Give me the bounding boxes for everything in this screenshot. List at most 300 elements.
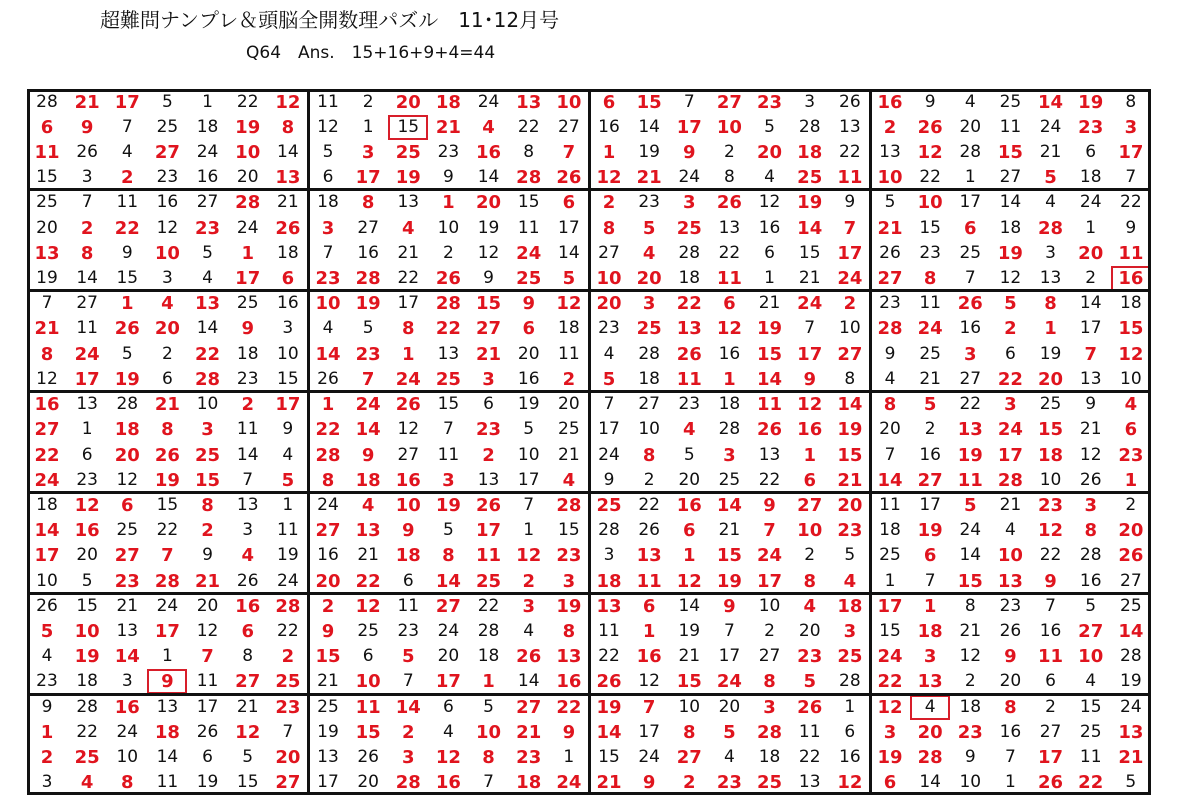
grid-cell: 22: [76, 721, 98, 742]
grid-cell: 11: [798, 721, 821, 742]
grid-cell: 28: [1120, 646, 1142, 667]
grid-cell: 12: [797, 394, 823, 416]
grid-cell: 26: [476, 494, 502, 516]
grid-cell: 11: [558, 343, 580, 364]
grid-cell: 16: [598, 116, 620, 137]
grid-cell: 2: [964, 671, 976, 692]
grid-cell: 19: [477, 217, 500, 238]
grid-cell: 17: [476, 520, 502, 542]
grid-cell: 8: [724, 167, 735, 188]
grid-cell: 26: [797, 696, 823, 718]
grid-cell: 19: [36, 268, 58, 288]
grid-cell: 15: [879, 621, 901, 641]
grid-cell: 2: [843, 293, 857, 315]
grid-cell: 2: [522, 570, 535, 592]
grid-cell: 23: [797, 646, 823, 668]
grid-cell: 16: [1111, 266, 1151, 291]
grid-cell: 8: [642, 444, 656, 466]
grid-cell: 20: [437, 646, 460, 667]
grid-cell: 24: [395, 368, 421, 390]
grid-cell: 12: [1118, 343, 1144, 365]
grid-cell: 17: [676, 116, 702, 138]
grid-cell: 8: [964, 595, 976, 616]
grid-cell: 2: [362, 91, 374, 112]
grid-cell: 3: [923, 646, 937, 668]
grid-cell: 9: [282, 419, 294, 440]
grid-cell: 24: [156, 595, 179, 616]
grid-cell: 3: [162, 268, 173, 288]
grid-cell: 20: [76, 545, 98, 566]
grid-cell: 1: [482, 671, 495, 693]
grid-cell: 12: [959, 646, 982, 667]
grid-cell: 11: [76, 318, 98, 339]
grid-cell: 22: [114, 217, 140, 239]
grid-cell: 13: [758, 444, 781, 465]
grid-cell: 16: [517, 368, 540, 389]
grid-cell: 10: [196, 394, 219, 415]
grid-cell: 20: [636, 268, 662, 289]
grid-cell: 6: [483, 394, 494, 415]
grid-cell: 13: [798, 772, 821, 793]
grid-cell: 15: [1079, 696, 1102, 717]
grid-cell: 25: [74, 747, 100, 769]
grid-cell: 5: [683, 444, 695, 465]
grid-cell: 23: [275, 696, 301, 718]
grid-cell: 22: [34, 444, 60, 466]
grid-cell: 17: [997, 444, 1023, 466]
grid-cell: 5: [723, 721, 736, 743]
grid-cell: 1: [764, 268, 775, 288]
grid-cell: 14: [315, 343, 341, 365]
grid-cell: 6: [602, 91, 616, 113]
grid-cell: 11: [879, 494, 901, 515]
grid-cell: 8: [1004, 696, 1017, 718]
grid-cell: 14: [999, 192, 1022, 213]
answer-line: Q64 Ans. 15+16+9+4=44: [246, 43, 496, 63]
grid-cell: 5: [764, 116, 775, 137]
grid-cell: 5: [523, 419, 535, 440]
grid-cell: 22: [638, 494, 660, 515]
grid-cell: 28: [1038, 217, 1064, 239]
grid-cell: 4: [562, 469, 576, 491]
grid-cell: 25: [797, 167, 823, 189]
grid-cell: 24: [355, 394, 381, 416]
grid-cell: 4: [884, 368, 896, 389]
grid-cell: 12: [74, 494, 100, 516]
grid-cell: 21: [877, 217, 903, 239]
grid-cell: 11: [757, 394, 783, 416]
grid-cell: 9: [1004, 646, 1017, 668]
grid-cell: 6: [562, 192, 576, 214]
grid-cell: 20: [757, 141, 783, 163]
grid-cell: 23: [315, 268, 341, 289]
grid-cell: 19: [1039, 343, 1062, 364]
grid-cell: 21: [317, 671, 339, 692]
grid-cell: 19: [154, 469, 180, 491]
grid-cell: 13: [275, 167, 301, 189]
grid-cell: 5: [81, 570, 93, 591]
grid-cell: 22: [919, 167, 941, 188]
grid-cell: 1: [523, 520, 535, 541]
grid-cell: 26: [317, 368, 339, 389]
grid-cell: 16: [839, 747, 861, 768]
grid-cell: 27: [76, 293, 98, 314]
grid-cell: 15: [236, 772, 259, 793]
grid-cell: 28: [315, 444, 341, 466]
grid-cell: 13: [917, 671, 943, 693]
grid-cell: 6: [764, 242, 775, 263]
grid-cell: 11: [317, 91, 339, 112]
grid-cell: 23: [355, 343, 381, 365]
grid-cell: 23: [1078, 116, 1104, 138]
grid-cell: 26: [114, 318, 140, 340]
grid-cell: 5: [483, 696, 494, 717]
grid-cell: 3: [121, 671, 133, 692]
grid-cell: 14: [277, 141, 299, 162]
grid-cell: 5: [602, 368, 616, 390]
grid-cell: 10: [1039, 469, 1062, 490]
grid-cell: 16: [556, 671, 582, 693]
grid-cell: 22: [195, 343, 221, 365]
grid-cell: 13: [997, 570, 1023, 592]
grid-cell: 16: [1039, 621, 1062, 641]
grid-cell: 17: [317, 772, 339, 793]
grid-cell: 16: [357, 242, 379, 263]
grid-cell: 28: [798, 116, 821, 137]
grid-cell: 17: [517, 469, 540, 490]
grid-cell: 21: [1079, 419, 1102, 440]
grid-cell: 18: [678, 268, 701, 288]
grid-cell: 26: [879, 242, 901, 263]
grid-cell: 7: [603, 394, 615, 415]
grid-cell: 21: [277, 192, 299, 213]
grid-cell: 12: [1038, 520, 1064, 542]
grid-cell: 8: [402, 318, 415, 340]
grid-cell: 12: [36, 368, 58, 389]
grid-cell: 11: [957, 469, 983, 491]
grid-cell: 28: [275, 595, 301, 617]
grid-cell: 28: [1079, 545, 1102, 566]
grid-cell: 24: [716, 671, 742, 693]
grid-cell: 20: [395, 91, 421, 113]
grid-cell: 3: [402, 747, 415, 769]
grid-cell: 9: [1044, 570, 1057, 592]
grid-cell: 17: [275, 394, 301, 416]
grid-cell: 1: [241, 242, 254, 264]
grid-cell: 8: [1125, 91, 1137, 112]
grid-cell: 27: [275, 772, 301, 794]
grid-cell: 14: [757, 368, 783, 390]
grid-cell: 24: [34, 469, 60, 491]
grid-cell: 24: [638, 747, 660, 768]
grid-cell: 1: [683, 545, 696, 567]
grid-cell: 18: [355, 469, 381, 491]
grid-cell: 20: [114, 444, 140, 466]
grid-cell: 27: [1120, 570, 1142, 591]
grid-cell: 10: [716, 116, 742, 138]
grid-cell: 5: [362, 318, 374, 339]
grid-cell: 26: [1118, 545, 1144, 567]
grid-cell: 12: [116, 469, 139, 490]
grid-cell: 23: [516, 747, 542, 769]
grid-cell: 1: [884, 570, 896, 591]
grid-cell: 11: [116, 192, 139, 213]
grid-cell: 5: [202, 242, 213, 263]
grid-cell: 4: [361, 494, 375, 516]
grid-cell: 2: [443, 242, 454, 263]
grid-cell: 17: [919, 494, 941, 515]
grid-cell: 15: [558, 520, 580, 541]
grid-cell: 5: [884, 192, 896, 213]
grid-cell: 6: [121, 494, 134, 516]
grid-cell: 24: [598, 444, 620, 465]
grid-cell: 9: [603, 469, 615, 490]
grid-cell: 23: [556, 545, 582, 567]
grid-cell: 10: [877, 167, 903, 189]
grid-cell: 16: [196, 167, 219, 188]
grid-cell: 20: [196, 595, 219, 616]
grid-cell: 4: [1005, 520, 1016, 541]
grid-cell: 15: [76, 595, 98, 616]
grid-cell: 3: [282, 318, 294, 339]
grid-cell: 14: [716, 494, 742, 516]
grid-cell: 26: [516, 646, 542, 668]
grid-cell: 11: [1079, 747, 1102, 768]
grid-cell: 1: [1044, 318, 1057, 340]
grid-cell: 15: [315, 646, 341, 668]
grid-cell: 16: [156, 192, 179, 213]
grid-cell: 18: [718, 394, 741, 415]
grid-cell: 26: [596, 671, 622, 693]
grid-cell: 10: [235, 141, 261, 163]
grid-cell: 6: [322, 167, 334, 188]
grid-cell: 1: [964, 167, 976, 188]
grid-cell: 13: [1079, 368, 1102, 389]
grid-cell: 5: [562, 268, 576, 289]
grid-cell: 3: [723, 444, 736, 466]
grid-cell: 20: [558, 394, 580, 415]
grid-cell: 3: [41, 772, 53, 793]
grid-cell: 25: [1079, 721, 1102, 742]
grid-cell: 21: [1118, 747, 1144, 769]
grid-cell: 18: [1120, 293, 1142, 314]
grid-cell: 17: [638, 721, 660, 742]
grid-cell: 19: [517, 394, 540, 415]
grid-cell: 20: [36, 217, 58, 238]
grid-cell: 4: [121, 141, 133, 162]
grid-cell: 12: [275, 91, 301, 113]
grid-cell: 7: [843, 217, 857, 239]
grid-cell: 10: [1120, 368, 1142, 389]
grid-cell: 9: [884, 343, 896, 364]
grid-cell: 10: [839, 318, 861, 339]
grid-cell: 15: [195, 469, 221, 491]
grid-cell: 11: [676, 368, 702, 390]
grid-cell: 22: [959, 394, 982, 415]
grid-cell: 5: [923, 394, 937, 416]
grid-cell: 24: [116, 721, 139, 742]
grid-cell: 8: [763, 671, 776, 693]
grid-cell: 25: [476, 570, 502, 592]
grid-cell: 3: [1045, 242, 1056, 263]
grid-cell: 21: [397, 242, 420, 263]
grid-cell: 22: [1078, 772, 1104, 794]
grid-cell: 17: [154, 621, 180, 642]
grid-cell: 23: [236, 368, 259, 389]
grid-cell: 19: [678, 621, 701, 641]
grid-cell: 24: [837, 268, 863, 289]
grid-cell: 10: [277, 343, 299, 364]
grid-cell: 6: [844, 721, 856, 742]
grid-cell: 27: [1039, 721, 1062, 742]
grid-cell: 19: [395, 167, 421, 189]
grid-cell: 20: [357, 772, 379, 793]
grid-cell: 26: [435, 268, 461, 289]
grid-cell: 25: [959, 242, 982, 263]
grid-cell: 25: [317, 696, 339, 717]
grid-cell: 4: [764, 167, 775, 188]
grid-cell: 9: [1125, 217, 1137, 238]
grid-cell: 15: [716, 545, 742, 567]
grid-cell: 14: [355, 419, 381, 441]
grid-cell: 26: [154, 444, 180, 466]
grid-cell: 17: [74, 368, 100, 390]
grid-cell: 8: [883, 394, 897, 416]
grid-cell: 6: [964, 217, 977, 239]
grid-cell: 9: [202, 545, 213, 566]
page-title: 超難問ナンプレ＆頭脳全開数理パズル 11･12月号: [100, 8, 560, 32]
grid-cell: 17: [1118, 141, 1144, 163]
grid-cell: 25: [1120, 595, 1142, 616]
grid-cell: 10: [678, 696, 701, 717]
grid-cell: 5: [1044, 167, 1057, 189]
grid-cell: 4: [282, 444, 294, 465]
grid-cell: 16: [718, 343, 741, 364]
grid-cell: 3: [964, 343, 977, 365]
grid-cell: 28: [757, 721, 783, 743]
grid-cell: 7: [322, 242, 334, 263]
grid-cell: 22: [517, 116, 540, 137]
grid-cell: 8: [523, 141, 535, 162]
grid-cell: 8: [1044, 293, 1057, 315]
grid-cell: 16: [999, 721, 1022, 742]
grid-cell: 21: [558, 444, 580, 465]
grid-cell: 9: [361, 444, 375, 466]
grid-cell: 18: [879, 520, 901, 541]
grid-cell: 6: [162, 368, 173, 389]
grid-cell: 6: [241, 621, 254, 642]
grid-cell: 4: [683, 419, 696, 441]
grid-cell: 21: [959, 621, 982, 641]
grid-cell: 4: [843, 570, 857, 592]
grid-cell: 18: [959, 696, 982, 717]
grid-cell: 27: [999, 167, 1022, 188]
grid-cell: 21: [357, 545, 379, 566]
grid-frame: [27, 89, 1151, 795]
grid-cell: 26: [556, 167, 582, 189]
grid-cell: 3: [804, 91, 816, 112]
grid-cell: 10: [74, 621, 100, 642]
grid-cell: 18: [558, 318, 580, 339]
grid-cell: 9: [683, 141, 696, 163]
grid-cell: 28: [154, 570, 180, 592]
grid-cell: 3: [562, 570, 576, 592]
grid-cell: 1: [40, 721, 54, 743]
grid-cell: 2: [40, 747, 54, 769]
grid-cell: 4: [642, 242, 656, 264]
grid-cell: 25: [718, 469, 741, 490]
grid-cell: 2: [804, 545, 816, 566]
grid-cell: 13: [636, 545, 662, 567]
grid-cell: 24: [277, 570, 299, 591]
grid-cell: 1: [1005, 772, 1016, 793]
grid-cell: 2: [80, 217, 94, 239]
grid-cell: 5: [1085, 595, 1097, 616]
grid-cell: 7: [964, 268, 976, 288]
grid-cell: 6: [402, 570, 414, 591]
grid-cell: 5: [964, 494, 977, 516]
grid-cell: 5: [281, 469, 295, 491]
grid-cell: 12: [999, 268, 1022, 288]
grid-cell: 17: [877, 595, 903, 617]
grid-cell: 3: [321, 217, 335, 239]
grid-cell: 14: [797, 217, 823, 239]
grid-cell: 4: [964, 91, 976, 112]
grid-cell: 24: [757, 545, 783, 567]
grid-cell: 27: [315, 520, 341, 542]
grid-cell: 14: [1079, 293, 1102, 314]
grid-cell: 12: [1079, 444, 1102, 465]
grid-cell: 3: [522, 595, 535, 617]
grid-cell: 27: [877, 268, 903, 289]
grid-cell: 18: [917, 621, 943, 642]
grid-cell: 13: [676, 318, 702, 340]
grid-cell: 16: [277, 293, 299, 314]
grid-cell: 16: [235, 595, 261, 617]
grid-cell: 11: [716, 268, 742, 289]
grid-cell: 28: [477, 621, 500, 641]
grid-cell: 12: [837, 772, 863, 794]
grid-cell: 14: [76, 268, 98, 288]
grid-cell: 9: [147, 669, 187, 694]
grid-cell: 10: [917, 192, 943, 214]
grid-cell: 22: [156, 520, 179, 541]
grid-cell: 9: [483, 268, 494, 288]
grid-cell: 26: [76, 141, 98, 162]
grid-cell: 23: [678, 394, 701, 415]
grid-cell: 10: [395, 494, 421, 516]
grid-cell: 26: [196, 721, 219, 742]
grid-cell: 23: [919, 242, 941, 263]
grid-cell: 15: [36, 167, 58, 188]
grid-cell: 4: [80, 772, 94, 794]
grid-cell: 24: [959, 520, 982, 541]
grid-cell: 23: [437, 141, 460, 162]
grid-cell: 17: [558, 217, 580, 238]
grid-cell: 19: [196, 772, 219, 793]
grid-cell: 20: [596, 293, 622, 315]
grid-cell: 21: [798, 268, 821, 288]
grid-cell: 23: [1038, 494, 1064, 516]
grid-cell: 20: [837, 494, 863, 516]
grid-cell: 11: [476, 545, 502, 567]
grid-cell: 11: [919, 293, 941, 314]
grid-cell: 4: [161, 293, 174, 315]
grid-cell: 18: [1038, 444, 1064, 466]
grid-cell: 15: [437, 394, 460, 415]
grid-cell: 4: [724, 747, 735, 768]
grid-cell: 10: [315, 293, 341, 315]
